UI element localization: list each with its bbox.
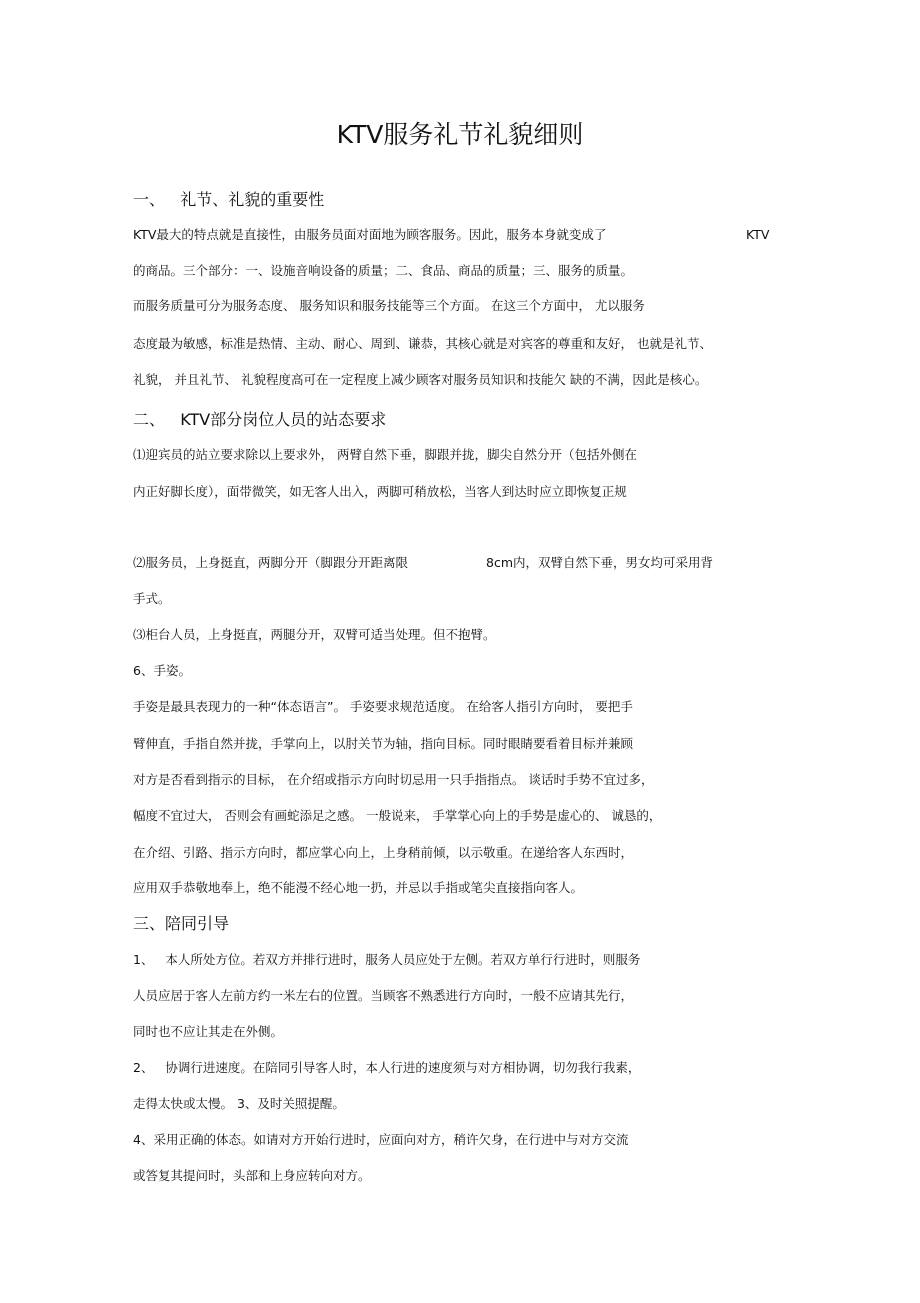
paragraph-line: 同时也不应让其走在外侧。 (133, 1024, 284, 1039)
section-heading-2: 二、 KTV部分岗位人员的站态要求 (133, 410, 387, 429)
paragraph-line: 手姿是最具表现力的一种“体态语言”。 手姿要求规范适度。 在给客人指引方向时， 要把手 (133, 699, 633, 714)
paragraph-line: 礼貌， 并且礼节、 礼貌程度高可在一定程度上减少顾客对服务员知识和技能欠 缺的不满，因此是核心。 (133, 372, 708, 387)
paragraph-line-right: KTV (746, 227, 770, 242)
paragraph-line: 态度最为敏感，标准是热情、主动、耐心、周到、谦恭，其核心就是对宾客的尊重和友好， 也就是礼节、 (133, 336, 712, 351)
paragraph-line: 内正好脚长度），面带微笑，如无客人出入，两脚可稍放松，当客人到达时应立即恢复正规 (133, 484, 627, 499)
paragraph-line: 手式。 (133, 591, 171, 606)
paragraph-line: 2、 协调行进速度。在陪同引导客人时，本人行进的速度须与对方相协调，切勿我行我素， (133, 1060, 641, 1075)
section-heading-1: 一、 礼节、礼貌的重要性 (133, 190, 325, 209)
paragraph-line-right: 8cm内，双臂自然下垂，男女均可采用背 (486, 555, 714, 570)
paragraph-line: 在介绍、引路、指示方向时，都应掌心向上，上身稍前倾，以示敬重。在递给客人东西时， (133, 845, 634, 860)
paragraph-line: 幅度不宜过大， 否则会有画蛇添足之感。 一般说来， 手掌掌心向上的手势是虚心的、 诚恳的， (133, 808, 662, 823)
paragraph-line: 1、 本人所处方位。若双方并排行进时，服务人员应处于左侧。若双方单行行进时，则服务 (133, 952, 641, 967)
paragraph-line: ⑶柜台人员，上身挺直，两腿分开，双臂可适当处理。但不抱臂。 (133, 627, 496, 642)
paragraph-line: 对方是否看到指示的目标， 在介绍或指示方向时切忌用一只手指指点。 谈话时手势不宜过多， (133, 772, 654, 787)
paragraph-line: ⑵服务员，上身挺直，两脚分开（脚跟分开距离限 (133, 555, 409, 570)
paragraph-line: 的商品。三个部分：一、设施音响设备的质量；二、食品、商品的质量；三、服务的质量。 (133, 263, 634, 278)
paragraph-line: 或答复其提问时，头部和上身应转向对方。 (133, 1168, 371, 1183)
section-heading-3: 三、陪同引导 (133, 914, 230, 933)
paragraph-line: 应用双手恭敬地奉上，绝不能漫不经心地一扔，并忌以手指或笔尖直接指向客人。 (133, 880, 584, 895)
paragraph-line: 6、手姿。 (133, 663, 191, 678)
paragraph-line: 4、采用正确的体态。如请对方开始行进时，应面向对方，稍许欠身，在行进中与对方交流 (133, 1132, 629, 1147)
paragraph-line: 走得太快或太慢。 3、及时关照提醒。 (133, 1096, 345, 1111)
paragraph-line: ⑴迎宾员的站立要求除以上要求外， 两臂自然下垂，脚跟并拢，脚尖自然分开（包括外侧在 (133, 447, 637, 462)
paragraph-line: 臂伸直，手指自然并拢，手掌向上，以肘关节为轴，指向目标。同时眼睛要看着目标并兼顾 (133, 736, 634, 751)
paragraph-line: KTV最大的特点就是直接性，由服务员面对面地为顾客服务。因此，服务本身就变成了 (133, 227, 607, 242)
document-title: KTV服务礼节礼貌细则 (336, 120, 584, 149)
paragraph-line: 人员应居于客人左前方约一米左右的位置。当顾客不熟悉进行方向时，一般不应请其先行， (133, 988, 634, 1003)
paragraph-line: 而服务质量可分为服务态度、 服务知识和服务技能等三个方面。 在这三个方面中， 尤以服务 (133, 298, 645, 313)
